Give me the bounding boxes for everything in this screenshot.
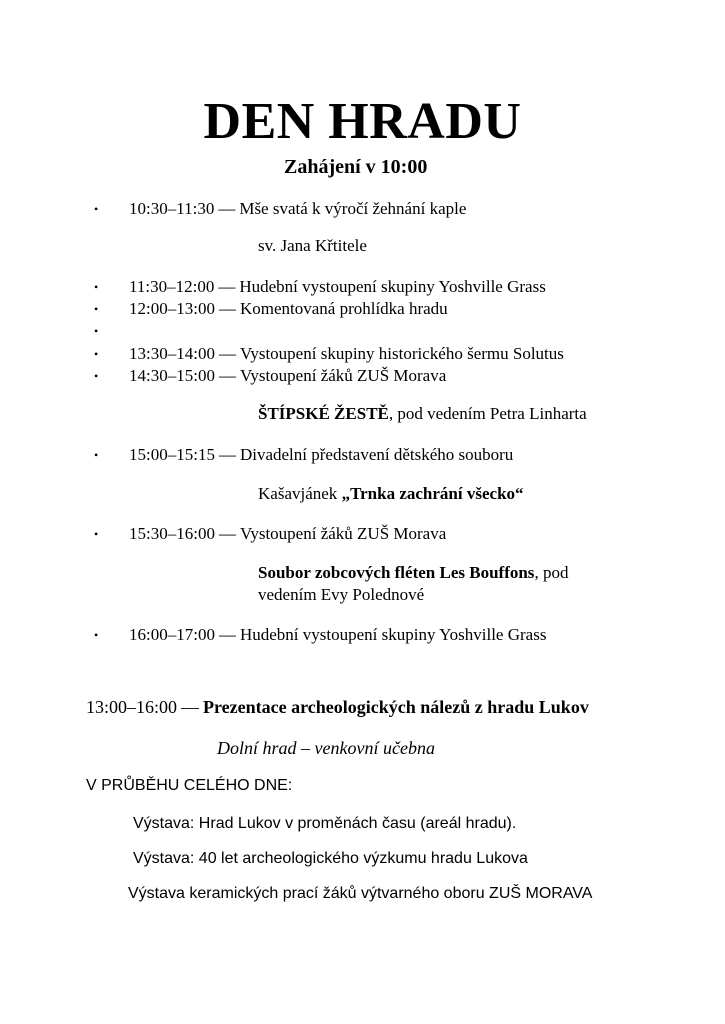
play-title: „Trnka zachrání všecko“	[341, 484, 524, 503]
item-continuation	[258, 563, 568, 583]
item-text: Komentovaná prohlídka hradu	[239, 299, 448, 318]
dash: —	[218, 445, 236, 464]
item-continuation: sv. Jana Křtitele	[258, 236, 367, 255]
item-time: 16:00–17:00	[129, 625, 215, 644]
bullet: •	[94, 202, 99, 216]
item-time: 11:30–12:00	[129, 277, 215, 296]
item-text: Hudební vystoupení skupiny Yoshville Grass	[239, 277, 546, 296]
dash: —	[218, 344, 236, 363]
item-time: 13:30–14:00	[129, 344, 215, 363]
dash: —	[218, 366, 236, 385]
item-time: 15:00–15:15	[129, 445, 215, 464]
dash: —	[218, 277, 236, 296]
item-text: Hudební vystoupení skupiny Yoshville Grass	[239, 625, 547, 644]
presentation-title: Prezentace archeologických nálezů z hradu Lukov	[203, 697, 589, 717]
item-time: 12:00–13:00	[129, 299, 215, 318]
exhibition-item: Výstava keramických prací žáků výtvarného oboru ZUŠ MORAVA	[128, 885, 593, 902]
item-time: 15:30–16:00	[129, 524, 215, 543]
presentation-time: 13:00–16:00	[86, 697, 178, 717]
item-time: 14:30–15:00	[129, 366, 215, 385]
item-continuation	[258, 484, 524, 504]
presentation-location: Dolní hrad – venkovní učebna	[217, 738, 435, 758]
dash: —	[218, 524, 236, 543]
conductor-text: , pod	[534, 563, 569, 582]
bullet: •	[94, 302, 99, 316]
item-time: 10:30–11:30	[129, 199, 215, 218]
opening-time: Zahájení v 10:00	[284, 156, 428, 178]
ensemble-name: ŠTÍPSKÉ ŽESTĚ	[258, 404, 389, 423]
exhibition-item: Výstava: 40 let archeologického výzkumu hradu Lukova	[133, 850, 528, 867]
bullet: •	[94, 448, 99, 462]
dash: —	[181, 697, 200, 717]
bullet: •	[94, 628, 99, 642]
presentation-line	[86, 697, 589, 718]
bullet: •	[94, 280, 99, 294]
bullet: •	[94, 324, 99, 338]
bullet: •	[94, 369, 99, 383]
exhibition-item: Výstava: Hrad Lukov v proměnách času (areál hradu).	[133, 815, 517, 832]
item-continuation-line2: vedením Evy Polednové	[258, 585, 425, 604]
item-text: Vystoupení skupiny historického šermu Solutus	[239, 344, 564, 363]
bullet: •	[94, 347, 99, 361]
ensemble-name: Soubor zobcových fléten Les Bouffons	[258, 563, 535, 582]
dash: —	[218, 299, 236, 318]
item-text: Vystoupení žáků ZUŠ Morava	[239, 524, 447, 543]
item-text: Divadelní představení dětského souboru	[239, 445, 514, 464]
item-text: Mše svatá k výročí žehnání kaple	[239, 199, 467, 218]
dash: —	[218, 199, 236, 218]
item-continuation	[258, 404, 587, 424]
item-text: Vystoupení žáků ZUŠ Morava	[239, 366, 447, 385]
conductor-text: , pod vedením Petra Linharta	[388, 404, 587, 423]
dash: —	[218, 625, 236, 644]
bullet: •	[94, 527, 99, 541]
ensemble-prefix: Kašavjánek	[258, 484, 342, 503]
all-day-heading: V PRŮBĚHU CELÉHO DNE:	[86, 777, 293, 794]
document-title: DEN HRADU	[203, 93, 522, 150]
